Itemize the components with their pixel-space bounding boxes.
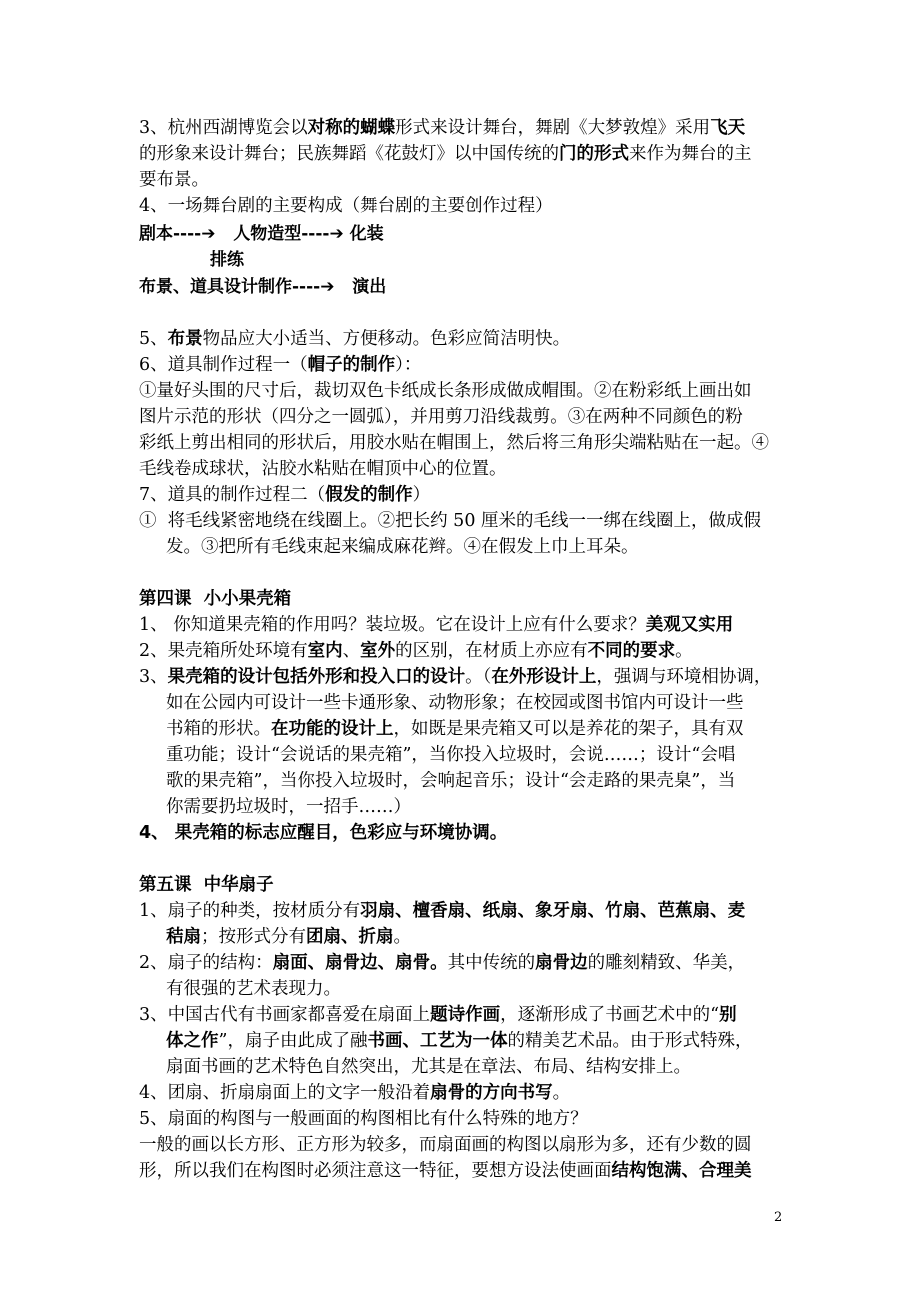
- text-segment: 布景、道具设计制作----➔ 演出: [139, 277, 387, 297]
- text-segment: 4、一场舞台剧的主要构成（舞台剧的主要创作过程）: [139, 196, 553, 216]
- text-segment: 2、扇子的结构：: [139, 953, 273, 973]
- text-line: [166, 690, 811, 716]
- bold-text: 第四课 小小果壳箱: [139, 589, 292, 609]
- text-segment: 。: [552, 1083, 571, 1103]
- bold-text: 扇骨的方向书写: [430, 1083, 553, 1103]
- text-segment: 。: [675, 641, 693, 661]
- bold-text: 结构饱满、合理美: [611, 1161, 752, 1181]
- bold-text: 4、 果壳箱的标志应醒目，色彩应与环境协调。: [139, 823, 508, 843]
- text-segment: 彩纸上剪出相同的形状后，用胶水贴在帽围上，然后将三角形尖端粘贴在一起。④: [139, 433, 769, 453]
- text-segment: ① 将毛线紧密地绕在线圈上。②把长约 50 厘米的毛线一一绑在线圈上，做成假: [139, 511, 762, 531]
- text-line: [139, 1132, 784, 1158]
- text-segment: 、: [342, 641, 361, 661]
- text-segment: 3、: [139, 667, 168, 687]
- bold-text: 果壳箱的设计包括外形和投入口的设计: [167, 667, 466, 687]
- bold-text: 在外形设计上: [491, 667, 597, 687]
- text-segment: 扇面书画的艺术特色自然突出，尤其是在章法、布局、结构安排上。: [166, 1057, 691, 1077]
- text-line: [139, 508, 784, 534]
- text-line: [139, 456, 784, 482]
- bold-text: 第五课 中华扇子: [139, 875, 274, 895]
- text-segment: 剧本----➔ 人物造型----➔ 化装: [139, 224, 384, 244]
- text-segment: 排练: [139, 250, 245, 270]
- bold-text: 室外: [360, 641, 396, 661]
- text-segment: 书箱的形状。: [166, 719, 271, 739]
- text-segment: ；按形式分有: [201, 927, 306, 947]
- bold-text: 飞天: [710, 118, 746, 138]
- bold-text: 不同的要求: [587, 641, 676, 661]
- bold-text: 书画、工艺为一体: [367, 1031, 508, 1051]
- text-line: [166, 716, 811, 742]
- flow-diagram-line: [139, 247, 784, 273]
- text-segment: 的雕刻精致、华美，: [587, 953, 746, 973]
- text-segment: 来作为舞台的主: [629, 144, 752, 164]
- text-segment: 的形象来设计舞台；民族舞蹈《花鼓灯》以中国传统的: [139, 144, 559, 164]
- text-line: [139, 898, 784, 924]
- text-line: [139, 950, 784, 976]
- text-segment: 2、果壳箱所处环境有: [139, 641, 308, 661]
- text-line: [166, 1028, 811, 1054]
- text-line: [139, 1002, 784, 1028]
- text-segment: 其中传统的: [447, 953, 536, 973]
- text-segment: 形式来设计舞台，舞剧《大梦敦煌》采用: [395, 118, 711, 138]
- text-segment: 5、: [139, 329, 168, 349]
- text-line: [139, 167, 784, 193]
- bold-text: 室内: [307, 641, 343, 661]
- text-line: [139, 115, 784, 141]
- text-line: [139, 586, 784, 612]
- bold-text: 在功能的设计上: [271, 719, 394, 739]
- text-line: [139, 1080, 784, 1106]
- text-segment: 1、 你知道果壳箱的作用吗？装垃圾。它在设计上应有什么要求？: [139, 615, 646, 635]
- bold-text: 别: [719, 1005, 737, 1025]
- text-line: [139, 482, 784, 508]
- text-segment: 图片示范的形状（四分之一圆弧），并用剪刀沿线裁剪。③在两种不同颜色的粉: [139, 407, 743, 427]
- text-segment: 的精美艺术品。由于形式特殊，: [507, 1031, 753, 1051]
- text-line: [139, 326, 784, 352]
- text-line: [139, 612, 784, 638]
- flow-diagram-line: [139, 221, 784, 247]
- text-line: [139, 352, 784, 378]
- text-line: [139, 1158, 784, 1184]
- text-line: [166, 742, 811, 768]
- text-segment: 的区别，在材质上亦应有: [395, 641, 588, 661]
- text-segment: 3、中国古代有书画家都喜爱在扇面上: [139, 1005, 431, 1025]
- text-line: [139, 820, 784, 846]
- text-segment: ）: [412, 485, 431, 505]
- flow-diagram-line: [139, 274, 784, 300]
- text-line: [139, 1106, 784, 1132]
- text-line: [166, 976, 811, 1002]
- bold-text: 门的形式: [559, 144, 629, 164]
- text-line: [166, 1054, 811, 1080]
- text-line: [139, 378, 784, 404]
- text-segment: ，如既是果壳箱又可以是养花的架子，具有双: [393, 719, 744, 739]
- bold-text: 扇面、扇骨边、扇骨。: [272, 953, 448, 973]
- text-line: [166, 534, 811, 560]
- text-segment: 。: [393, 927, 411, 947]
- text-segment: 重功能；设计“会说话的果壳箱”，当你投入垃圾时，会说……；设计“会唱: [166, 745, 736, 765]
- text-segment: 你需要扔垃圾时，一招手……）: [166, 797, 411, 817]
- page-number: 2: [774, 1210, 783, 1225]
- text-line: [139, 430, 784, 456]
- text-segment: 4、团扇、折扇扇面上的文字一般沿着: [139, 1083, 431, 1103]
- bold-text: 对称的蝴蝶: [307, 118, 396, 138]
- text-line: [139, 193, 784, 219]
- text-segment: 一般的画以长方形、正方形为较多，而扇面画的构图以扇形为多，还有少数的圆: [139, 1135, 752, 1155]
- text-segment: ）：: [395, 355, 422, 375]
- text-segment: 。（: [465, 667, 492, 687]
- bold-text: 团扇、折扇: [306, 927, 394, 947]
- bold-text: 帽子的制作: [307, 355, 396, 375]
- bold-text: 布景: [167, 329, 203, 349]
- text-segment: 如在公园内可设计一些卡通形象、动物形象；在校园或图书馆内可设计一些: [166, 693, 744, 713]
- text-line: [139, 404, 784, 430]
- text-segment: 形，所以我们在构图时必须注意这一特征，要想方设法使画面: [139, 1161, 612, 1181]
- text-segment: ①量好头围的尺寸后，裁切双色卡纸成长条形成做成帽围。②在粉彩纸上画出如: [139, 381, 752, 401]
- text-line: [139, 664, 784, 690]
- text-line: [166, 924, 811, 950]
- text-segment: 发。③把所有毛线束起来编成麻花辫。④在假发上巾上耳朵。: [166, 537, 639, 557]
- text-segment: 3、杭州西湖博览会以: [139, 118, 308, 138]
- text-line: [166, 768, 811, 794]
- bold-text: 题诗作画: [430, 1005, 501, 1025]
- text-segment: 物品应大小适当、方便移动。色彩应简洁明快。: [202, 329, 571, 349]
- text-segment: 歌的果壳箱”，当你投入垃圾时，会响起音乐；设计“会走路的果壳臬”，当: [166, 771, 736, 791]
- text-line: [166, 794, 811, 820]
- text-segment: 毛线卷成球状，沾胶水粘贴在帽顶中心的位置。: [139, 459, 507, 479]
- text-segment: ，逐渐形成了书画艺术中的“: [500, 1005, 720, 1025]
- bold-text: 扇骨边: [535, 953, 588, 973]
- text-line: [139, 872, 784, 898]
- text-segment: 6、道具制作过程一（: [139, 355, 308, 375]
- bold-text: 美观又实用: [645, 615, 734, 635]
- text-segment: 有很强的艺术表现力。: [166, 979, 341, 999]
- text-line: [139, 141, 784, 167]
- text-line: [139, 638, 784, 664]
- text-segment: 要布景。: [139, 170, 209, 190]
- bold-text: 羽扇、檀香扇、纸扇、象牙扇、竹扇、芭蕉扇、麦: [360, 901, 746, 921]
- bold-text: 假发的制作: [325, 485, 413, 505]
- bold-text: 体之作: [166, 1031, 219, 1051]
- text-segment: 5、扇面的构图与一般画面的构图相比有什么特殊的地方？: [139, 1109, 588, 1129]
- text-segment: 7、道具的制作过程二（: [139, 485, 326, 505]
- text-segment: ，强调与环境相协调，: [596, 667, 772, 687]
- text-segment: ”，扇子由此成了融: [218, 1031, 368, 1051]
- bold-text: 秸扇: [166, 927, 201, 947]
- text-segment: 1、扇子的种类，按材质分有: [139, 901, 361, 921]
